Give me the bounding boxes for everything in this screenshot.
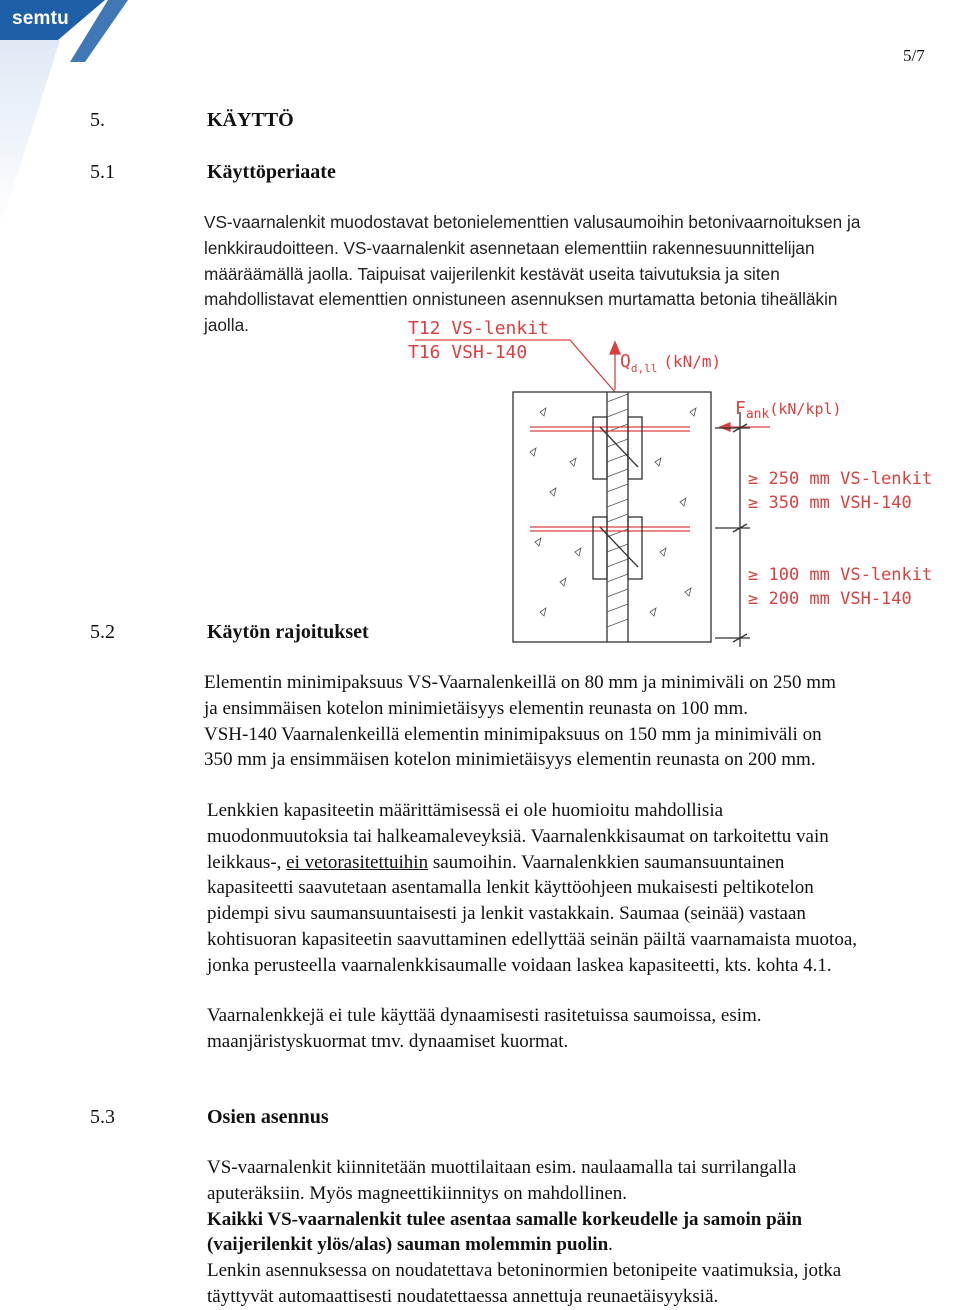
text-line: maanjäristyskuormat tmv. dynaamiset kuormat.: [207, 1030, 569, 1052]
logo-text: semtu: [12, 8, 69, 29]
text-line: kapasiteetti saavutetaan asentamalla lenkit käyttöohjeen mukaisesti peltikotelon: [207, 877, 814, 899]
text-line: kohtisuoran kapasiteetin saavuttaminen edellyttää seinän päiltä vaarnamaista muotoa,: [207, 928, 857, 950]
text-line: pidempi sivu saumansuuntaisesti ja lenkit vastakkain. Saumaa (seinää) vastaan: [207, 903, 806, 925]
section-title: Osien asennus: [207, 1106, 329, 1128]
text-line: jaolla.: [204, 315, 249, 336]
text-line: 350 mm ja ensimmäisen kotelon minimietäisyys elementin reunasta on 200 mm.: [204, 749, 816, 771]
text-line: Lenkin asennuksessa on noudatettava betoninormien betonipeite vaatimuksia, jotka: [207, 1260, 842, 1282]
section-number: 5.3: [90, 1106, 115, 1128]
bold-text: (vaijerilenkit ylös/alas) sauman molemmin puolin: [207, 1234, 609, 1256]
text-line: jonka perusteella vaarnalenkkisaumalle voidaan laskea kapasiteetti, kts. kohta 4.1.: [207, 954, 832, 976]
label-spacing-vs: ≥ 250 mm VS-lenkit: [748, 469, 933, 489]
text-line: VS-vaarnalenkit muodostavat betonielementtien valusaumoihin betonivaarnoituksen ja: [204, 212, 861, 232]
paragraph-installation: [207, 1155, 947, 1310]
page-number: 5/7: [903, 46, 925, 65]
label-spacing-vsh: ≥ 350 mm VSH-140: [748, 493, 912, 513]
text-line: mahdollistavat elementtien onnistuneen asennuksen murtamatta betonia tiheälläkin: [204, 289, 838, 310]
logo: [0, 0, 130, 230]
bold-text-line: Kaikki VS-vaarnalenkit tulee asentaa samalle korkeudelle ja samoin päin: [207, 1208, 803, 1230]
text-line: täyttyvät automaattisesti noudatettaessa annettuja reunaetäisyyksiä.: [207, 1285, 719, 1307]
text-line: Lenkkien kapasiteetin määrittämisessä ei ole huomioitu mahdollisia: [207, 800, 724, 821]
section-title: Käyttöperiaate: [207, 161, 336, 183]
paragraph-capacity: [207, 798, 952, 979]
text-line: [207, 850, 952, 876]
label-t16: T16 VSH-140: [408, 342, 528, 363]
label-force-f: $F_{ank}^{(kN/kpl)}$: [735, 398, 842, 422]
technical-drawing: [400, 312, 960, 652]
text-line: aputeräksiin. Myös magneettikiinnitys on mahdollinen.: [207, 1182, 628, 1204]
text-line: VS-vaarnalenkit kiinnitetään muottilaitaan esim. naulaamalla tai surrilangalla: [207, 1157, 797, 1178]
label-edge-vs: ≥ 100 mm VS-lenkit: [748, 565, 933, 585]
paragraph-min-thickness: [204, 670, 944, 773]
underlined-text: ei vetorasitettuihin: [286, 851, 429, 873]
text-line: Elementin minimipaksuus VS-Vaarnalenkeillä on 80 mm ja minimiväli on 250 mm: [204, 672, 836, 693]
text-line: lenkkiraudoitteen. VS-vaarnalenkit asennetaan elementtiin rakennesuunnittelijan: [204, 237, 815, 258]
section-title: Käytön rajoitukset: [207, 621, 369, 643]
drawing-svg: [400, 312, 960, 652]
paragraph-dynamic-loads: [207, 1003, 947, 1055]
label-load-q: $Q_{d,ll}$ (kN/m): [620, 351, 722, 375]
section-number: 5.1: [90, 161, 115, 183]
text-line: VSH-140 Vaarnalenkeillä elementin minimipaksuus on 150 mm ja minimiväli on: [204, 723, 822, 745]
label-edge-vsh: ≥ 200 mm VSH-140: [748, 589, 912, 609]
label-t12: T12 VS-lenkit: [408, 318, 549, 339]
section-title: KÄYTTÖ: [207, 109, 294, 131]
text-line: muodonmuutoksia tai halkeamaleveyksiä. Vaarnalenkkisaumat on tarkoitettu vain: [207, 825, 829, 847]
text-line: määräämällä jaolla. Taipuisat vaijerilenkit kestävät useita taivutuksia ja siten: [204, 263, 780, 284]
section-number: 5.2: [90, 621, 115, 643]
text-fragment: leikkaus-,: [207, 851, 287, 873]
text-line: [207, 1232, 947, 1258]
text-line: Vaarnalenkkejä ei tule käyttää dynaamisesti rasitetuissa saumoissa, esim.: [207, 1005, 762, 1026]
text-fragment: saumoihin. Vaarnalenkkien saumansuuntainen: [428, 851, 785, 873]
text-fragment: .: [608, 1234, 613, 1256]
text-line: ja ensimmäisen kotelon minimietäisyys elementin reunasta on 100 mm.: [204, 697, 749, 719]
logo-graphic: [0, 0, 130, 230]
section-number: 5.: [90, 109, 105, 131]
